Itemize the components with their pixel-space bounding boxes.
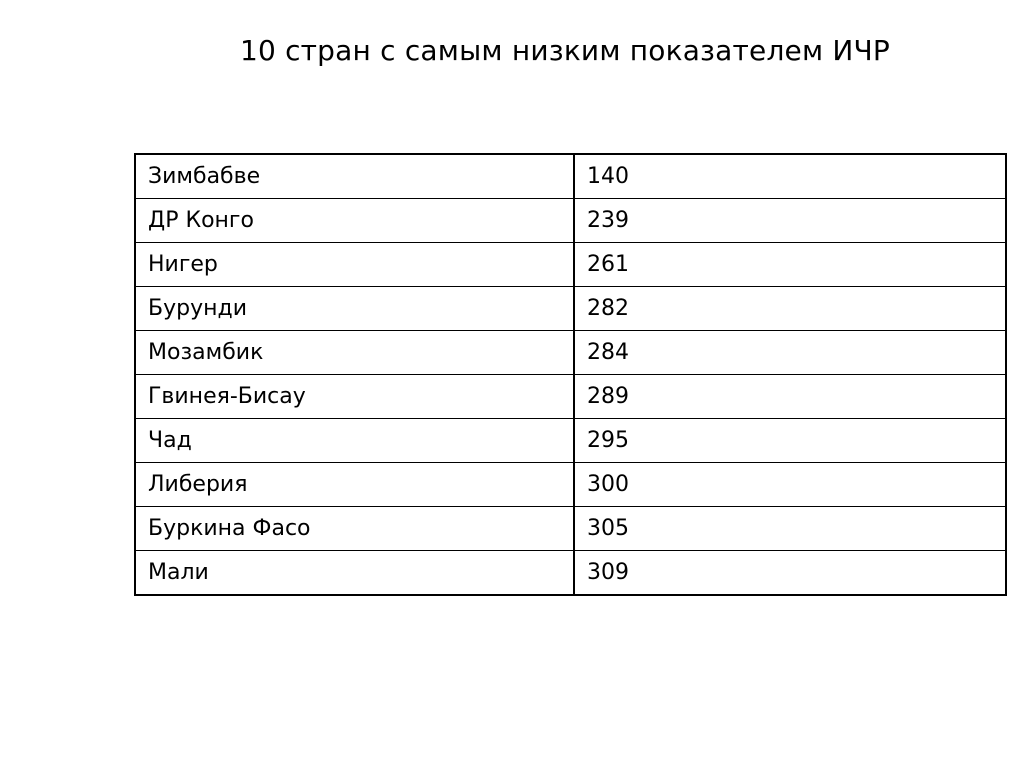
country-cell: Бурунди	[135, 287, 574, 331]
table-row	[135, 331, 1006, 375]
table-row	[135, 287, 1006, 331]
value-cell: 295	[574, 419, 1006, 463]
table-row	[135, 507, 1006, 551]
table-row	[135, 463, 1006, 507]
country-cell: Либерия	[135, 463, 574, 507]
value-cell: 282	[574, 287, 1006, 331]
country-cell: Мозамбик	[135, 331, 574, 375]
hdi-table	[134, 153, 1007, 596]
table-row	[135, 199, 1006, 243]
value-cell: 289	[574, 375, 1006, 419]
value-cell: 284	[574, 331, 1006, 375]
value-cell: 140	[574, 154, 1006, 199]
value-cell: 300	[574, 463, 1006, 507]
table-row	[135, 154, 1006, 199]
table-body	[135, 154, 1006, 595]
country-cell: Буркина Фасо	[135, 507, 574, 551]
value-cell: 239	[574, 199, 1006, 243]
country-cell: Чад	[135, 419, 574, 463]
country-cell: Гвинея-Бисау	[135, 375, 574, 419]
value-cell: 305	[574, 507, 1006, 551]
table-row	[135, 243, 1006, 287]
value-cell: 309	[574, 551, 1006, 596]
table-row	[135, 419, 1006, 463]
country-cell: Зимбабве	[135, 154, 574, 199]
country-cell: Мали	[135, 551, 574, 596]
table-row	[135, 375, 1006, 419]
country-cell: ДР Конго	[135, 199, 574, 243]
value-cell: 261	[574, 243, 1006, 287]
slide-title: 10 стран с самым низким показателем ИЧР	[239, 34, 891, 67]
country-cell: Нигер	[135, 243, 574, 287]
table-row	[135, 551, 1006, 596]
